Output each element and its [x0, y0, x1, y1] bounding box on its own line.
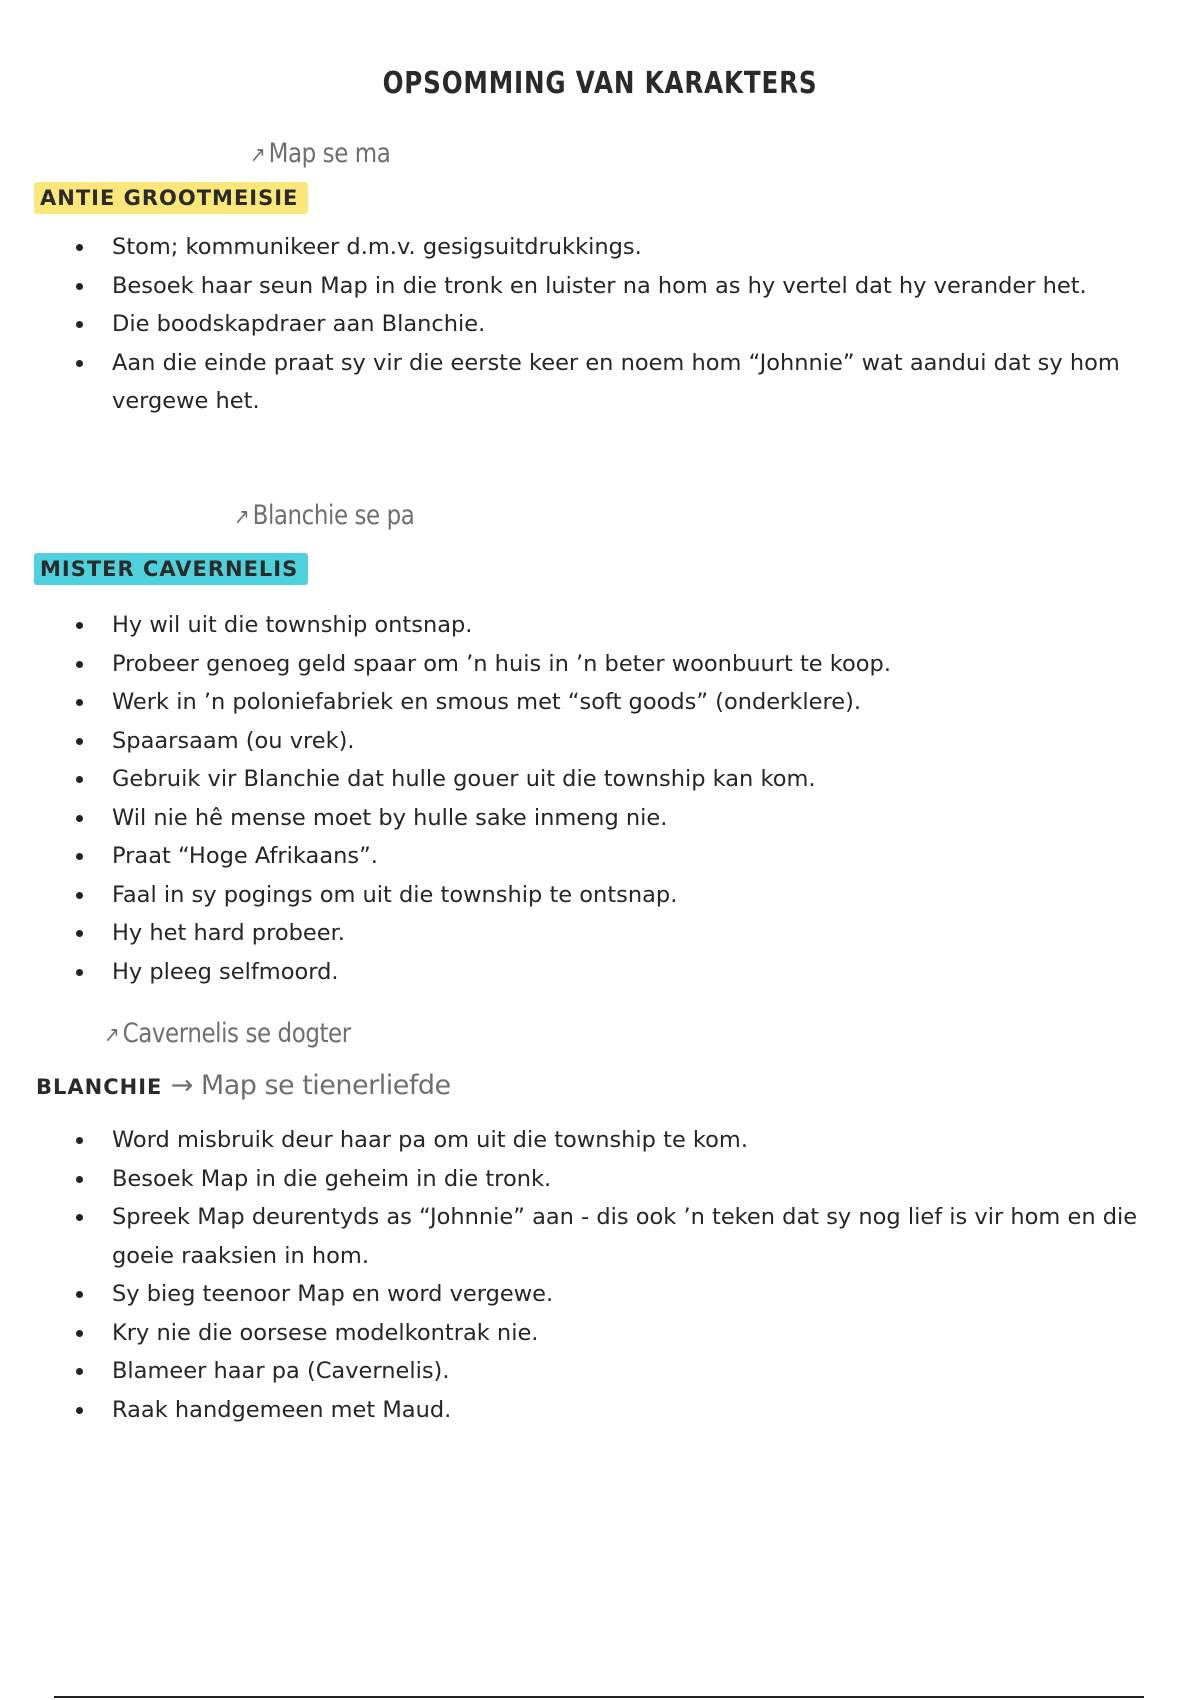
list-item: Werk in ’n poloniefabriek en smous met “soft goods” (onderklere).	[68, 683, 1148, 722]
note-text: Cavernelis se dogter	[122, 1018, 351, 1049]
list-item: Faal in sy pogings om uit die township te ontsnap.	[68, 876, 1148, 915]
list-item: Spreek Map deurentyds as “Johnnie” aan - dis ook ’n teken dat sy nog lief is vir hom en die goeie raaksien in hom.	[68, 1198, 1148, 1275]
bullet-list-antie	[68, 228, 1148, 421]
section-heading-antie-grootmeisie: ANTIE GROOTMEISIE	[34, 182, 308, 214]
list-item: Hy wil uit die township ontsnap.	[68, 606, 1148, 645]
bottom-rule	[54, 1696, 1144, 1698]
list-item: Spaarsaam (ou vrek).	[68, 722, 1148, 761]
list-item: Hy het hard probeer.	[68, 914, 1148, 953]
list-item: Raak handgemeen met Maud.	[68, 1391, 1148, 1430]
page-title: OPSOMMING VAN KARAKTERS	[382, 66, 818, 101]
arrow-up-right-icon: ↗	[234, 505, 250, 530]
section-heading-blanchie	[32, 1066, 461, 1105]
list-item: Besoek haar seun Map in die tronk en luister na hom as hy vertel dat hy verander het.	[68, 267, 1148, 306]
list-item: Gebruik vir Blanchie dat hulle gouer uit die township kan kom.	[68, 760, 1148, 799]
section-note-cavernelis	[234, 500, 414, 531]
list-item: Word misbruik deur haar pa om uit die township te kom.	[68, 1121, 1148, 1160]
list-item: Hy pleeg selfmoord.	[68, 953, 1148, 992]
list-item: Aan die einde praat sy vir die eerste keer en noem hom “Johnnie” wat aandui dat sy hom vergewe het.	[68, 344, 1148, 421]
bullet-list-cavernelis	[68, 606, 1148, 991]
list-item: Die boodskapdraer aan Blanchie.	[68, 305, 1148, 344]
inline-note: → Map se tienerliefde	[170, 1070, 451, 1101]
list-item: Besoek Map in die geheim in die tronk.	[68, 1160, 1148, 1199]
note-text: Blanchie se pa	[252, 500, 415, 531]
list-item: Kry nie die oorsese modelkontrak nie.	[68, 1314, 1148, 1353]
list-item: Sy bieg teenoor Map en word vergewe.	[68, 1275, 1148, 1314]
note-text: Map se ma	[268, 138, 391, 169]
list-item: Blameer haar pa (Cavernelis).	[68, 1352, 1148, 1391]
arrow-up-right-icon: ↗	[104, 1023, 120, 1048]
bullet-list-blanchie	[68, 1121, 1148, 1429]
list-item: Probeer genoeg geld spaar om ’n huis in ’n beter woonbuurt te koop.	[68, 645, 1148, 684]
list-item: Wil nie hê mense moet by hulle sake inmeng nie.	[68, 799, 1148, 838]
list-item: Stom; kommunikeer d.m.v. gesigsuitdrukkings.	[68, 228, 1148, 267]
heading-text: BLANCHIE	[36, 1075, 163, 1099]
section-note-antie	[250, 138, 390, 169]
section-note-blanchie	[104, 1018, 351, 1049]
list-item: Praat “Hoge Afrikaans”.	[68, 837, 1148, 876]
section-heading-mister-cavernelis: MISTER CAVERNELIS	[34, 553, 308, 585]
arrow-up-right-icon: ↗	[250, 143, 266, 168]
